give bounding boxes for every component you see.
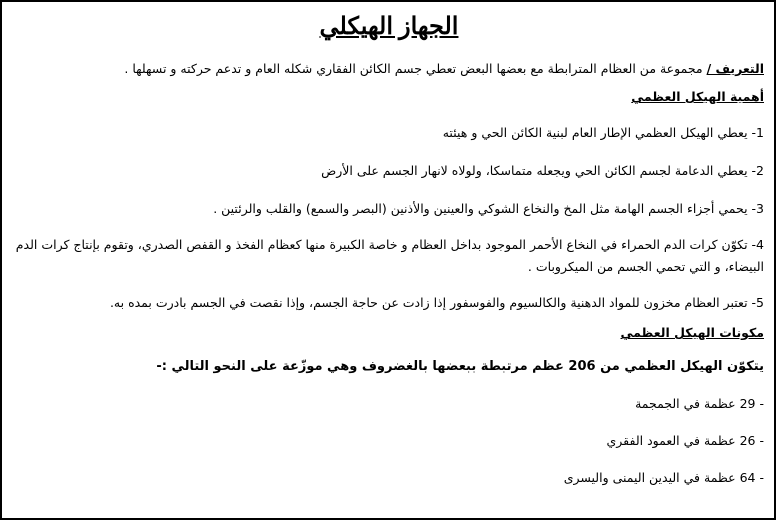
importance-item: 5- تعتبر العظام مخزون للمواد الدهنية والكالسيوم والفوسفور إذا زادت عن حاجة الجسم، وإذا نقصت في الجسم بادرت بمده به. — [109, 295, 764, 310]
document-page — [14, 0, 764, 489]
document-title: الجهاز الهيكلي — [319, 14, 459, 40]
importance-item: 1- يعطي الهيكل العظمي الإطار العام لبنية الكائن الحي و هيئته — [442, 125, 764, 140]
definition-label: التعريف / — [706, 61, 764, 76]
importance-item: 3- يحمي أجزاء الجسم الهامة مثل المخ والنخاع الشوكي والعينين والأذنين (البصر والسمع) والقلب والرئتين . — [213, 201, 764, 216]
component-item: - 26 عظمة في العمود الفقري — [606, 433, 764, 448]
importance-item: 2- يعطي الدعامة لجسم الكائن الحي ويجعله متماسكا، ولولاه لانهار الجسم على الأرض — [321, 163, 764, 178]
component-item: - 64 عظمة في اليدين اليمنى واليسرى — [563, 470, 764, 485]
definition-paragraph — [14, 58, 764, 80]
importance-heading: أهمية الهيكل العظمي — [631, 89, 764, 104]
component-item: - 29 عظمة في الجمجمة — [635, 396, 764, 411]
importance-item: 4- تكوّن كرات الدم الحمراء في النخاع الأحمر الموجود بداخل العظام و خاصة الكبيرة منها كعظام الفخذ و القفص الصدري، وتقوم بإنتاج كرات الدم البيضاء، و التي تحمي الجسم من الميكروبات . — [15, 237, 764, 274]
definition-text: مجموعة من العظام المترابطة مع بعضها البعض تعطي جسم الكائن الفقاري شكله العام و تدعم حركته و تسهلها . — [124, 61, 707, 76]
components-intro: يتكوّن الهيكل العظمي من 206 عظم مرتبطة ببعضها بالغضروف وهي موزّعة على النحو التالي :- — [156, 359, 764, 374]
components-heading: مكونات الهيكل العظمي — [620, 325, 764, 340]
